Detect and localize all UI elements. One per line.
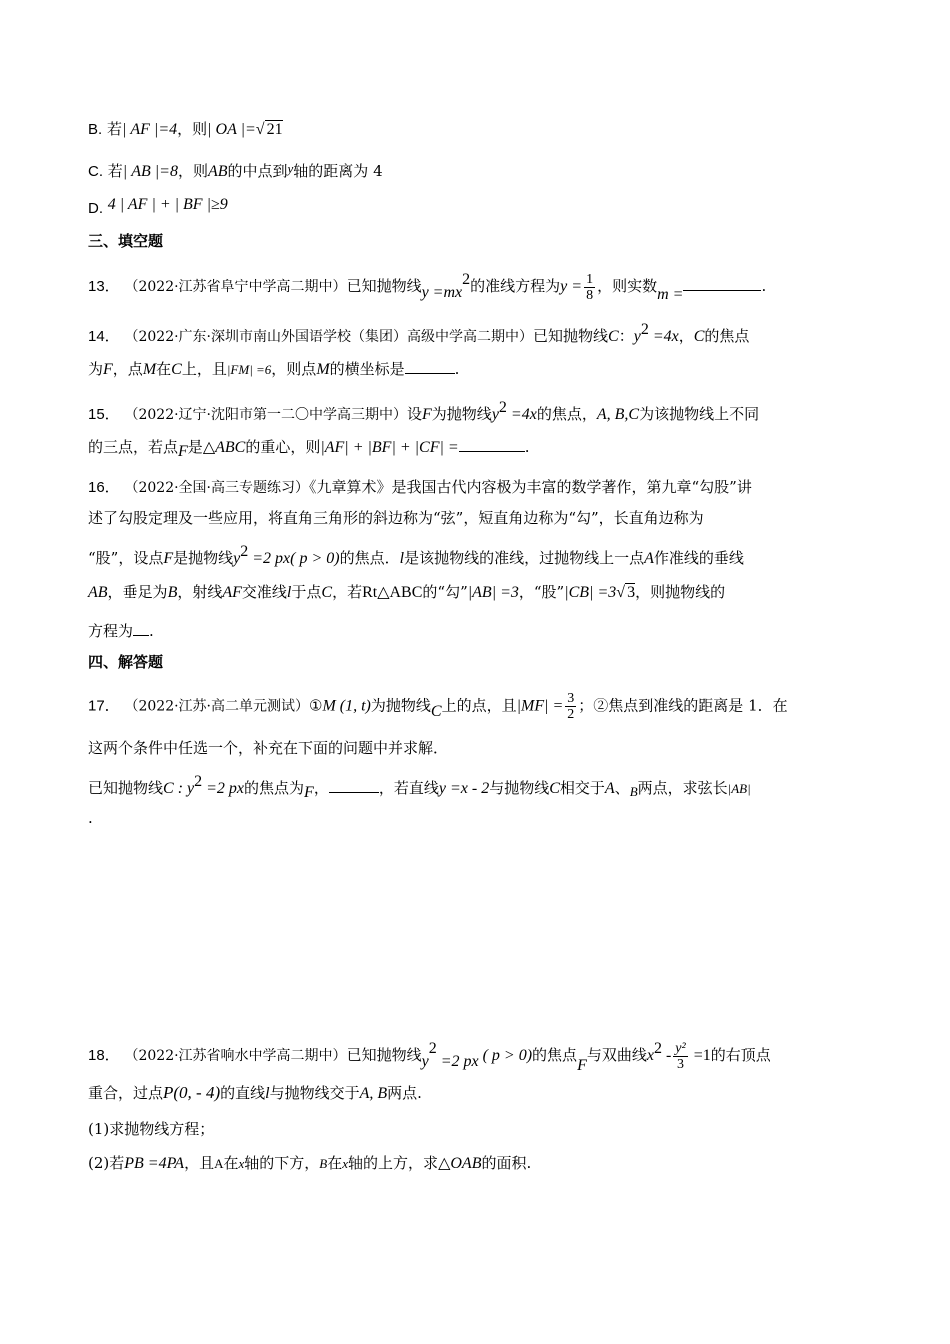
q16-expr-4e: C (321, 584, 333, 601)
q13-text-1: 已知抛物线 (346, 277, 422, 295)
q16-text-4h: ，则抛物线的 (635, 583, 726, 601)
q18-number: 18． (88, 1047, 120, 1064)
q17-expr-11: B (629, 784, 638, 799)
q14-text-9: ，则点 (271, 360, 317, 378)
q13-expr-1: y =mx (421, 284, 463, 301)
q18-expr-1b: =2 px (436, 1053, 479, 1070)
q15-text-5: 的三点，若点 (88, 438, 179, 456)
q16-text-3b: 是抛物线 (173, 549, 234, 567)
q17-expr-3: |MF| = (516, 697, 564, 715)
q16-expr-3c: =2 px( p > 0) (248, 550, 340, 567)
q18-expr-p2b: A (214, 1156, 224, 1171)
q15-text-4: 为该抛物线上不同 (639, 405, 760, 423)
q16-superscript: 2 (240, 543, 249, 560)
q16-text-4f: 的“勾” (422, 583, 468, 601)
q16-expr-4d: l (286, 584, 292, 601)
q17-expr-5b: =2 px (202, 780, 245, 797)
q18-part-2b: ，且 (184, 1154, 215, 1172)
q14-number: 14． (88, 328, 120, 345)
q16-text-5: 方程为 (88, 622, 134, 640)
q16-source: （2022·全国·高三专题练习） (124, 480, 309, 496)
question-14-line-1 (88, 319, 749, 348)
q13-answer-blank[interactable] (683, 276, 761, 291)
q17-source: （2022·江苏·高二单元测试） (124, 698, 309, 715)
q18-expr-2: F (577, 1057, 587, 1074)
q18-superscript: 2 (428, 1040, 437, 1057)
q17-text-4: ；②焦点到准线的距离是 1．在 (578, 696, 788, 715)
q18-part-2a: (2)若 (88, 1154, 125, 1172)
q18-fraction (673, 1041, 687, 1072)
q17-text-12: 两点，求弦长 (637, 779, 728, 797)
q16-text-3c: 的焦点． (339, 549, 400, 567)
q17-line-4: . (88, 809, 93, 827)
q18-text-7: 与抛物线交于 (269, 1084, 360, 1102)
sqrt-sign: √ (255, 121, 265, 138)
q17-expr-2: C (430, 702, 442, 720)
question-18-part-2 (88, 1152, 531, 1175)
question-17-line-1 (88, 691, 788, 722)
q18-expr-p2f: △OAB (438, 1155, 482, 1172)
q13-text-2: 的准线方程为 (470, 277, 561, 295)
q14-expr-8: |FM| =6 (226, 362, 272, 377)
q15-superscript: 2 (498, 399, 507, 416)
q13-superscript: 2 (462, 271, 471, 288)
q17-text-10: 相交于 (559, 779, 605, 797)
q18-part-2g: 的面积. (481, 1154, 532, 1172)
q17-superscript: 2 (194, 773, 203, 790)
q18-part-2c: 在 (223, 1154, 239, 1172)
q14-text-2: ： (618, 327, 634, 345)
option-d-label: D. (88, 200, 103, 217)
option-d-expr: 4 | AF | + | BF |≥9 (107, 196, 228, 213)
question-13 (88, 269, 766, 303)
option-c-text-1: 若 (107, 162, 123, 180)
q18-expr-3b: - (661, 1047, 672, 1064)
q17-expr-1: M (1, t) (322, 697, 371, 715)
q17-text-2: 为抛物线 (370, 696, 431, 715)
q14-superscript: 2 (640, 321, 649, 338)
option-c-expr-2: AB (207, 163, 228, 180)
question-16-line-3 (88, 541, 744, 570)
q16-text-4c: 交准线 (241, 583, 287, 601)
option-c (88, 158, 383, 183)
option-b-expr-1: | AF |=4 (121, 121, 178, 138)
q15-text-7: 的重心，则 (245, 438, 321, 456)
q15-expr-2: y (491, 406, 499, 423)
q13-fraction (584, 272, 595, 303)
q14-text-6: ，点 (112, 360, 143, 378)
q16-expr-4c: AF (222, 584, 242, 601)
question-18-part-1 (88, 1118, 214, 1140)
q17-text-11: 、 (614, 779, 630, 797)
q14-text-4: 的焦点 (704, 327, 750, 345)
q14-end: . (454, 360, 460, 378)
q17-text-9: 与抛物线 (489, 779, 550, 797)
q14-expr-9: M (316, 361, 330, 378)
q18-text-2: 的焦点 (532, 1046, 578, 1064)
option-c-text-4: 轴的距离为 4 (293, 162, 383, 180)
q17-condition-blank[interactable] (329, 778, 379, 793)
q16-expr-4g: |AB| =3 (467, 584, 519, 601)
q13-number: 13． (88, 278, 120, 295)
q18-part-2d: 轴的下方， (244, 1154, 320, 1172)
option-b-sqrt-arg: 21 (266, 121, 283, 138)
q13-frac-num: 1 (586, 271, 594, 287)
q18-expr-5: P(0, - 4) (163, 1083, 221, 1102)
q18-text-4: 的右顶点 (710, 1046, 771, 1064)
q15-expr-2b: =4x (506, 406, 537, 423)
q16-line-1: 《九章算术》是我国古代内容极为丰富的数学著作，第九章“勾股”讲 (309, 478, 752, 496)
q17-fraction (565, 691, 576, 722)
q17-frac-num: 3 (567, 691, 575, 706)
q16-answer-blank[interactable] (133, 621, 149, 636)
q18-expr-1c: ( p > 0) (478, 1047, 533, 1064)
option-b-expr-2: | OA |= (207, 121, 256, 138)
q17-text-6: 的焦点为 (244, 779, 305, 797)
q13-end: . (761, 277, 767, 295)
q14-expr-6: M (142, 361, 157, 378)
q14-expr-2: y (633, 328, 641, 345)
q13-expr-2: y = (560, 278, 583, 295)
q16-end: . (149, 622, 154, 640)
q17-text-8: ，若直线 (378, 779, 439, 797)
q16-text-3e: 作准线的垂线 (653, 549, 744, 567)
q17-text-3: 上的点，且 (441, 696, 517, 715)
q15-expr-1: F (422, 406, 432, 423)
question-16-line-5 (88, 620, 154, 642)
q16-text-4a: ，垂足为 (107, 583, 168, 601)
q13-expr-3: m = (657, 286, 684, 303)
q18-part-1: (1)求抛物线方程； (88, 1120, 215, 1138)
q16-text-4b: ，射线 (177, 583, 223, 601)
question-16-line-4 (88, 581, 725, 604)
section-heading-answer: 四、解答题 (88, 653, 164, 671)
q14-expr-2b: =4x (648, 328, 679, 345)
q17-expr-8: y =x - 2 (438, 780, 490, 797)
q16-text-3d: 是该抛物线的准线，过抛物线上一点 (404, 549, 645, 567)
q18-frac-den: 3 (677, 1056, 684, 1072)
question-17-line-4 (88, 807, 93, 829)
q16-expr-4a: AB (88, 584, 108, 601)
q18-frac-num: y² (675, 1040, 686, 1056)
q18-expr-p2d: B (319, 1156, 328, 1171)
q15-expr-5: F (178, 443, 188, 460)
q14-expr-5: F (103, 361, 113, 378)
option-c-text-2: ，则 (177, 162, 208, 180)
q16-expr-3e: A (644, 550, 654, 567)
q14-text-1: 已知抛物线 (533, 327, 609, 345)
q17-text-5: 已知抛物线 (88, 779, 164, 797)
q17-expr-5: C : y (163, 780, 195, 797)
q16-text-4e: ，若 (332, 583, 363, 601)
q14-expr-1: C (608, 328, 619, 345)
q18-expr-7: A, B (359, 1085, 388, 1102)
q18-superscript: 2 (653, 1040, 662, 1057)
sqrt-sign: √ (616, 584, 626, 601)
q14-expr-7: C (171, 361, 182, 378)
q18-expr-p2a: PB =4PA (124, 1155, 185, 1172)
question-16-line-2 (88, 507, 704, 529)
question-17-line-2 (88, 737, 448, 759)
q15-source: （2022·辽宁·沈阳市第一二〇中学高三期中） (124, 407, 407, 423)
option-b-text-1: 若 (106, 120, 122, 138)
q18-expr-1: y (421, 1053, 429, 1070)
q13-source: （2022·江苏省阜宁中学高二期中） (124, 279, 347, 295)
question-14-line-2 (88, 358, 459, 381)
q17-frac-den: 2 (567, 707, 575, 722)
section-heading-fill-blank: 三、填空题 (88, 232, 164, 250)
q18-text-8: 两点. (387, 1084, 422, 1102)
q14-expr-3: C (693, 328, 705, 345)
question-15-line-1 (88, 397, 759, 426)
q16-expr-3d: l (399, 550, 405, 567)
q14-text-7: 在 (156, 360, 172, 378)
q17-expr-10: A (604, 780, 615, 797)
q17-text-1: ① (309, 696, 323, 715)
q14-text-3: ， (678, 327, 694, 345)
q14-answer-blank[interactable] (405, 359, 455, 374)
q15-answer-blank[interactable] (459, 437, 525, 452)
q18-expr-p2c: x (238, 1156, 245, 1171)
q17-expr-6: F (304, 784, 314, 801)
q18-part-2e: 在 (327, 1154, 343, 1172)
q15-number: 15． (88, 406, 120, 423)
q16-expr-3a: F (163, 550, 174, 567)
q18-text-1: 已知抛物线 (346, 1046, 422, 1064)
q16-number: 16． (88, 479, 120, 496)
option-b-label: B. (88, 121, 103, 138)
q18-text-5: 重合，过点 (88, 1084, 164, 1102)
q18-expr-3: x (646, 1047, 654, 1064)
q17-expr-12: |AB| (727, 781, 751, 796)
q18-text-3: 与双曲线 (586, 1046, 647, 1064)
question-16-line-1 (88, 476, 752, 499)
q15-expr-6: △ABC (202, 439, 246, 456)
option-c-expr-1: | AB |=8 (122, 163, 178, 180)
q17-text-7: ， (313, 779, 329, 797)
option-c-expr-3: y (287, 161, 294, 176)
q16-expr-4b: B (167, 584, 178, 601)
q14-text-8: 上，且 (181, 360, 227, 378)
q16-expr-3b: y (233, 550, 241, 567)
q18-text-6: 的直线 (220, 1084, 266, 1102)
q13-text-3: ，则实数 (597, 277, 658, 295)
q13-frac-den: 8 (586, 287, 594, 303)
q16-text-4d: 于点 (291, 583, 322, 601)
q16-sqrt-arg: 3 (627, 584, 636, 601)
q14-source: （2022·广东·深圳市南山外国语学校（集团）高级中学高二期中） (124, 329, 533, 345)
q14-text-10: 的横坐标是 (329, 360, 405, 378)
q17-expr-9: C (549, 780, 560, 797)
q18-expr-6: l (265, 1085, 270, 1102)
q16-line-2: 述了勾股定理及一些应用，将直角三角形的斜边称为“弦”，短直角边称为“勾”，长直角边称为 (88, 509, 704, 527)
q15-text-2: 为抛物线 (431, 405, 492, 423)
q18-source: （2022·江苏省响水中学高二期中） (124, 1048, 347, 1064)
question-17-line-3 (88, 771, 751, 800)
q18-expr-3c: =1 (689, 1047, 711, 1064)
q16-expr-4h: |CB| =3 (564, 584, 617, 601)
q15-text-1: 设 (407, 405, 423, 423)
option-b-text-2: ，则 (177, 120, 208, 138)
q15-text-6: 是 (187, 438, 203, 456)
q15-expr-7: |AF| + |BF| + |CF| = (320, 439, 459, 456)
q15-end: . (524, 438, 530, 456)
option-d (88, 193, 228, 216)
q18-part-2f: 轴的上方，求 (348, 1154, 439, 1172)
q16-text-4g: ，“股” (518, 583, 565, 601)
question-18-line-1 (88, 1038, 771, 1072)
q16-expr-4f: Rt△ABC (362, 584, 423, 601)
q15-text-3: 的焦点， (536, 405, 597, 423)
q17-number: 17． (88, 697, 120, 715)
question-15-line-2 (88, 436, 529, 459)
q18-expr-p2e: x (342, 1156, 349, 1171)
option-c-label: C. (88, 163, 103, 180)
q17-line-2: 这两个条件中任选一个，补充在下面的问题中并求解． (88, 739, 449, 757)
question-18-line-2 (88, 1082, 422, 1105)
q14-text-5: 为 (88, 360, 104, 378)
option-c-text-3: 的中点到 (227, 162, 288, 180)
q16-text-3a: “股”，设点 (88, 549, 164, 567)
option-b (88, 118, 283, 141)
q15-expr-3: A, B,C (596, 406, 640, 423)
